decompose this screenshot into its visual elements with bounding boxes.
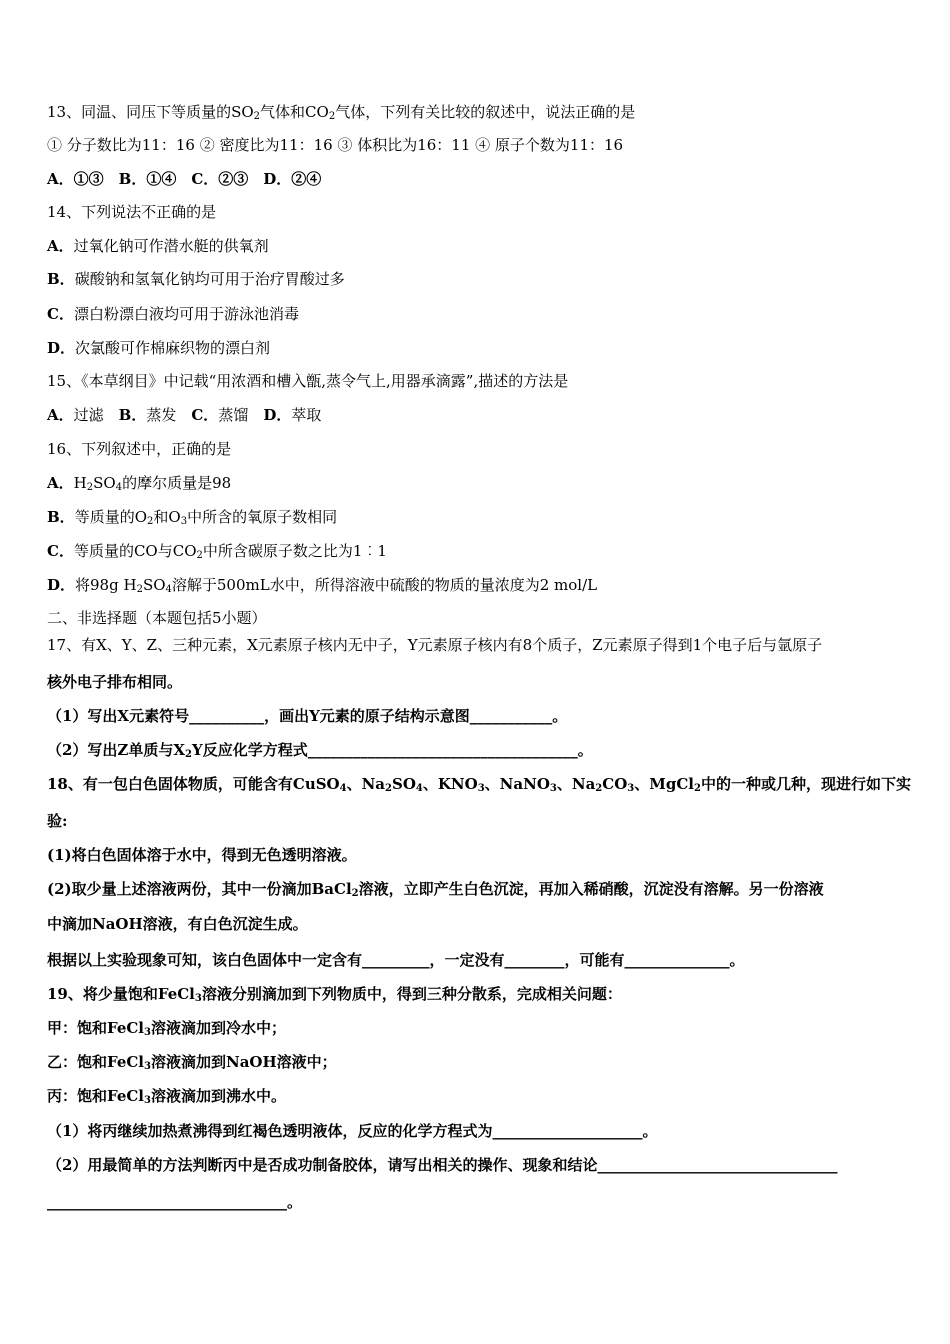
- subscript: 3: [144, 1095, 151, 1106]
- text-line: [47, 914, 308, 934]
- text-segment: 溶液滴加到NaOH溶液中；: [150, 1053, 337, 1071]
- text-segment: 蒸馏: [218, 406, 264, 424]
- text-segment: B．: [47, 508, 75, 526]
- subscript: 2: [147, 516, 154, 527]
- text-segment: 19、将少量饱和FeCl: [47, 985, 195, 1003]
- text-segment: 气体，下列有关比较的叙述中，说法正确的是: [335, 103, 636, 121]
- text-line: [47, 811, 68, 831]
- text-segment: CO: [602, 775, 628, 793]
- text-segment: （1）写出X元素符号__________，画出Y元素的原子结构示意图___________。: [47, 707, 568, 725]
- text-segment: 17、有X、Y、Z、三种元素，X元素原子核内无中子，Y元素原子核内有8个质子，Z元素原子得到1个电子后与氩原子: [47, 636, 823, 654]
- text-segment: 、MgCl: [634, 775, 694, 793]
- subscript: 3: [194, 993, 202, 1004]
- text-segment: 甲：饱和FeCl: [47, 1019, 145, 1037]
- subscript: 3: [144, 1061, 151, 1072]
- subscript: 2: [328, 111, 336, 122]
- text-line: [47, 269, 345, 289]
- text-segment: 、Na: [346, 775, 386, 793]
- text-line: [47, 236, 269, 256]
- subscript: 4: [339, 783, 347, 794]
- text-line: [47, 1155, 837, 1175]
- text-segment: ① 分子数比为11：16 ② 密度比为11：16 ③ 体积比为16：11 ④ 原子个数为11：16: [47, 136, 624, 154]
- text-segment: （2）用最简单的方法判断丙中是否成功制备胶体，请写出相关的操作、现象和结论________________________________: [47, 1156, 838, 1174]
- text-segment: D．: [47, 339, 76, 357]
- text-line: [47, 405, 321, 425]
- text-segment: 中所含的氧原子数相同: [187, 508, 338, 526]
- text-segment: D．: [263, 406, 292, 424]
- text-segment: A．: [47, 406, 74, 424]
- text-line: [47, 304, 299, 324]
- text-segment: 气体和CO: [260, 103, 329, 121]
- text-segment: 乙：饱和FeCl: [47, 1053, 145, 1071]
- text-segment: 16、下列叙述中，正确的是: [47, 440, 232, 458]
- text-segment: B．: [47, 270, 75, 288]
- text-segment: 溶液滴加到冷水中；: [150, 1019, 286, 1037]
- text-segment: 萃取: [291, 406, 322, 424]
- subscript: 4: [115, 482, 123, 493]
- subscript: 2: [693, 783, 701, 794]
- text-segment: Y反应化学方程式____________________________________。: [192, 741, 593, 759]
- text-line: [47, 338, 270, 358]
- text-segment: D．: [47, 576, 76, 594]
- text-segment: 的摩尔质量是98: [122, 474, 232, 492]
- text-line: [47, 507, 337, 527]
- text-line: [47, 102, 635, 122]
- subscript: 3: [477, 783, 485, 794]
- text-segment: （1）将丙继续加热煮沸得到红褐色透明液体，反应的化学方程式为____________________。: [47, 1122, 658, 1140]
- text-segment: 、KNO: [422, 775, 478, 793]
- text-segment: 溶液滴加到沸水中。: [150, 1087, 286, 1105]
- subscript: 2: [351, 888, 359, 899]
- text-line: [47, 774, 911, 794]
- text-segment: 溶解于500mL水中，所得溶液中硫酸的物质的量浓度为2 mol/L: [171, 576, 598, 594]
- text-segment: C．: [47, 305, 74, 323]
- text-segment: 14、下列说法不正确的是: [47, 203, 217, 221]
- text-line: [47, 672, 182, 692]
- text-segment: 过氧化钠可作潜水艇的供氧剂: [73, 237, 269, 255]
- text-segment: A．: [47, 237, 74, 255]
- text-line: [47, 1086, 286, 1106]
- text-line: [47, 541, 387, 561]
- text-segment: 次氯酸可作棉麻织物的漂白剂: [75, 339, 271, 357]
- text-segment: 根据以上实验现象可知，该白色固体中一定含有_________，一定没有________，可能有______________。: [47, 951, 745, 969]
- text-segment: 和O: [153, 508, 181, 526]
- text-segment: 二、非选择题（本题包括5小题）: [47, 609, 267, 627]
- text-segment: C．: [47, 542, 74, 560]
- subscript: 3: [549, 783, 557, 794]
- text-line: [47, 879, 824, 899]
- text-line: [47, 1121, 657, 1141]
- text-segment: C．: [191, 406, 219, 424]
- subscript: 2: [595, 783, 603, 794]
- text-line: [47, 1052, 337, 1072]
- subscript: 4: [165, 584, 172, 595]
- text-line: [47, 950, 745, 970]
- text-line: [47, 575, 597, 595]
- text-line: [47, 135, 623, 155]
- text-segment: 丙：饱和FeCl: [47, 1087, 145, 1105]
- text-segment: 验:: [47, 812, 68, 830]
- text-line: [47, 845, 357, 865]
- text-segment: 15、《本草纲目》中记载“用浓酒和槽入甑,蒸令气上,用器承滴露”,描述的方法是: [47, 372, 569, 390]
- subscript: 2: [136, 584, 143, 595]
- text-segment: 13、同温、同压下等质量的SO: [47, 103, 254, 121]
- text-segment: 核外电子排布相同。: [47, 673, 183, 691]
- subscript: 3: [180, 516, 188, 527]
- text-line: [47, 740, 593, 760]
- text-segment: 将98g H: [75, 576, 137, 594]
- text-segment: 等质量的O: [74, 508, 147, 526]
- subscript: 2: [253, 111, 261, 122]
- text-segment: 、NaNO: [484, 775, 550, 793]
- text-line: [47, 371, 568, 391]
- text-segment: 过滤: [73, 406, 119, 424]
- subscript: 2: [196, 550, 203, 561]
- text-segment: ________________________________。: [47, 1193, 303, 1211]
- text-segment: B．: [118, 406, 147, 424]
- text-segment: 18、有一包白色固体物质，可能含有CuSO: [47, 775, 340, 793]
- text-segment: A．①③ B．①④ C．②③ D．②④: [47, 170, 322, 188]
- text-segment: SO: [142, 576, 166, 594]
- text-segment: (1)将白色固体溶于水中，得到无色透明溶液。: [47, 846, 357, 864]
- text-segment: 中的一种或几种，现进行如下实: [700, 775, 911, 793]
- text-segment: A．: [47, 474, 74, 492]
- text-segment: 溶液分别滴加到下列物质中，得到三种分散系，完成相关问题：: [201, 985, 622, 1003]
- text-line: [47, 608, 267, 628]
- text-line: [47, 202, 216, 222]
- text-segment: 蒸发: [146, 406, 192, 424]
- subscript: 2: [86, 482, 94, 493]
- text-segment: 等质量的CO与CO: [73, 542, 197, 560]
- text-line: [47, 473, 231, 493]
- subscript: 3: [627, 783, 635, 794]
- text-line: [47, 169, 321, 189]
- text-segment: SO: [93, 474, 116, 492]
- text-segment: (2)取少量上述溶液两份，其中一份滴加BaCl: [47, 880, 352, 898]
- subscript: 2: [385, 783, 392, 794]
- text-line: [47, 635, 822, 655]
- subscript: 3: [144, 1027, 151, 1038]
- text-segment: 、Na: [556, 775, 596, 793]
- subscript: 4: [415, 783, 423, 794]
- text-segment: 溶液，立即产生白色沉淀，再加入稀硝酸，沉淀没有溶解。另一份溶液: [358, 880, 824, 898]
- text-segment: 中所含碳原子数之比为1︰1: [202, 542, 387, 560]
- text-segment: H: [73, 474, 87, 492]
- text-line: [47, 984, 622, 1004]
- text-line: [47, 706, 567, 726]
- text-line: [47, 1192, 302, 1212]
- text-segment: （2）写出Z单质与X: [47, 741, 186, 759]
- text-line: [47, 439, 231, 459]
- text-segment: 中滴加NaOH溶液，有白色沉淀生成。: [47, 915, 308, 933]
- text-segment: 漂白粉漂白液均可用于游泳池消毒: [73, 305, 299, 323]
- subscript: 2: [185, 749, 192, 760]
- text-segment: SO: [392, 775, 416, 793]
- text-line: [47, 1018, 286, 1038]
- text-segment: 碳酸钠和氢氧化钠均可用于治疗胃酸过多: [74, 270, 345, 288]
